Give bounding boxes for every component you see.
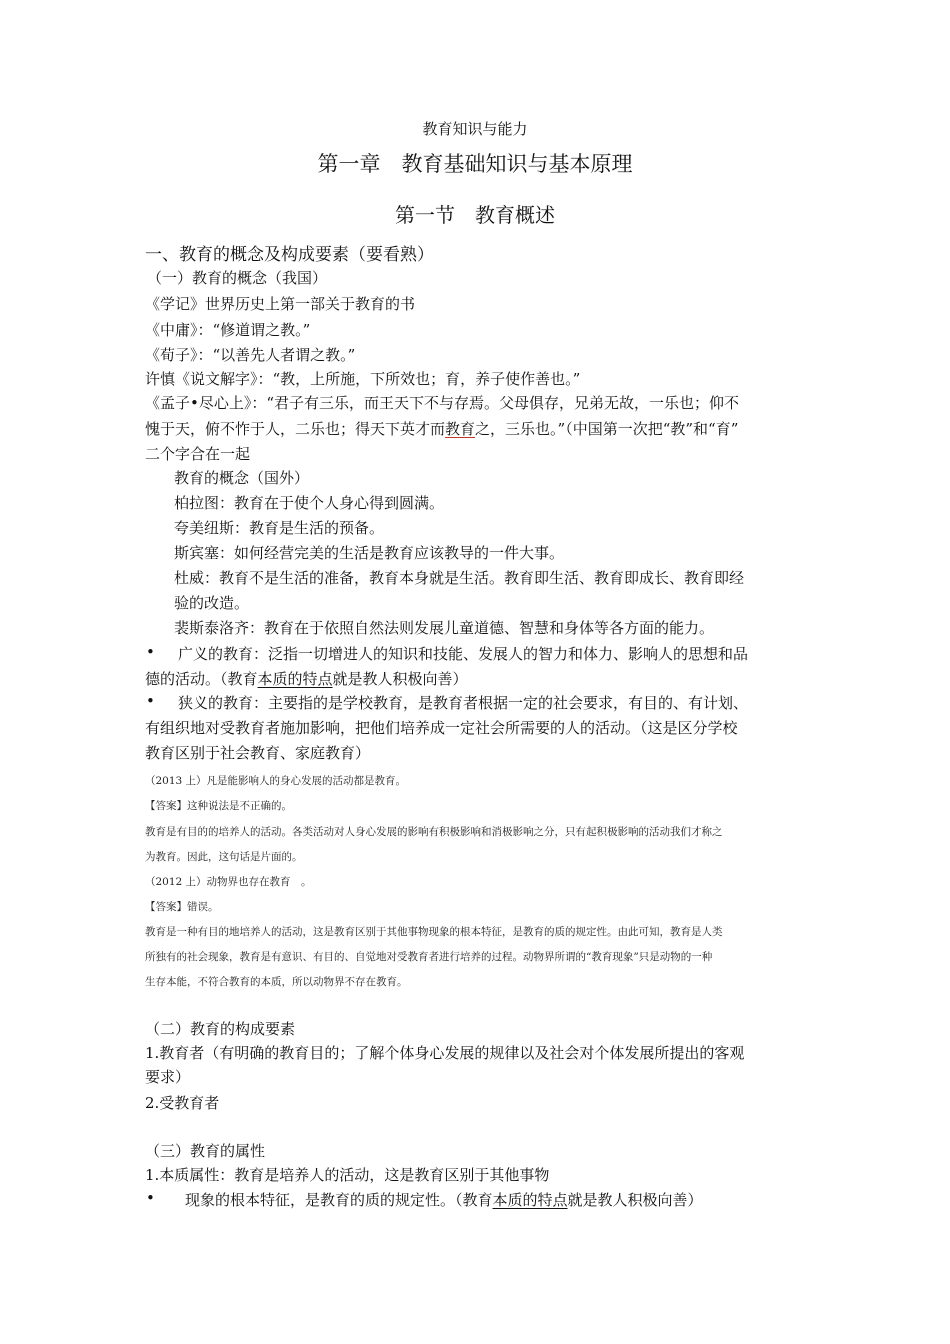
explanation-text: 教育是一种有目的地培养人的活动，这是教育区别于其他事物现象的根本特征，是教育的质的规定性。由此可知，教育是人类: [145, 926, 723, 938]
text-line: 广义的教育：泛指一切增进人的知识和技能、发展人的智力和体力、影响人的思想和品: [178, 645, 749, 663]
text-line: 斯宾塞：如何经营完美的生活是教育应该教导的一件大事。: [174, 544, 565, 562]
text-line: 要求）: [145, 1068, 191, 1086]
underlined-phrase: 本质的特点: [257, 670, 333, 688]
explanation-text: 教育是有目的的培养人的活动。各类活动对人身心发展的影响有积极影响和消极影响之分，只有起积极影响的活动我们才称之: [145, 826, 723, 838]
explanation-text: 为教育。因此，这句话是片面的。: [145, 851, 303, 863]
text-line: 裴斯泰洛齐：教育在于依照自然法则发展儿童道德、智慧和身体等各方面的能力。: [174, 619, 715, 637]
bullet: •: [146, 692, 155, 710]
underlined-word: 教育: [445, 420, 476, 438]
text-line: [145, 418, 738, 439]
subheading-attributes: （三）教育的属性: [145, 1142, 266, 1160]
text-span: 之，三乐也。”（中国第一次把“教”和“育”: [475, 420, 739, 438]
question-text: （2012 上）动物界也存在教育 。: [145, 876, 312, 888]
explanation-text: 所独有的社会现象，教育是有意识、有目的、自觉地对受教育者进行培养的过程。动物界所谓的“教育现象”只是动物的一种: [145, 951, 713, 963]
question-text: （2013 上）凡是能影响人的身心发展的活动都是教育。: [145, 775, 407, 787]
text-line: 1.教育者（有明确的教育目的；了解个体身心发展的规律以及社会对个体发展所提出的客观: [145, 1044, 745, 1062]
document-header: 教育知识与能力: [422, 120, 528, 138]
text-line: 验的改造。: [174, 594, 250, 612]
text-line: 《中庸》：“修道谓之教。”: [145, 321, 311, 339]
section-title: 第一节 教育概述: [395, 203, 555, 227]
text-line: [185, 1189, 703, 1210]
text-line: 二个字合在一起: [145, 445, 251, 463]
text-span: 就是教人积极向善）: [332, 670, 468, 688]
subheading-concept-foreign: 教育的概念（国外）: [174, 469, 310, 487]
text-span: 愧于天，俯不怍于人，二乐也；得天下英才而: [145, 420, 446, 438]
text-line: 狭义的教育：主要指的是学校教育，是教育者根据一定的社会要求，有目的、有计划、: [178, 694, 749, 712]
text-line: 2.受教育者: [145, 1094, 220, 1112]
subheading-elements: （二）教育的构成要素: [145, 1020, 296, 1038]
explanation-text: 生存本能，不符合教育的本质，所以动物界不存在教育。: [145, 976, 408, 988]
underlined-phrase: 本质的特点: [492, 1191, 568, 1209]
subheading-concept-china: （一）教育的概念（我国）: [147, 269, 328, 287]
text-span: 就是教人积极向善）: [567, 1191, 703, 1209]
heading-concept: 一、教育的概念及构成要素（要看熟）: [145, 245, 434, 265]
chapter-title: 第一章 教育基础知识与基本原理: [317, 152, 633, 176]
text-line: 1.本质属性：教育是培养人的活动，这是教育区别于其他事物: [145, 1166, 550, 1184]
bullet: •: [146, 643, 155, 661]
text-span: 现象的根本特征，是教育的质的规定性。（教育: [185, 1191, 493, 1209]
text-line: 夸美纽斯：教育是生活的预备。: [174, 519, 385, 537]
text-span: 德的活动。（教育: [145, 670, 258, 688]
text-line: 杜威：教育不是生活的准备，教育本身就是生活。教育即生活、教育即成长、教育即经: [174, 569, 745, 587]
text-line: 教育区别于社会教育、家庭教育）: [145, 744, 371, 762]
text-line: 有组织地对受教育者施加影响，把他们培养成一定社会所需要的人的活动。（这是区分学校: [145, 719, 738, 737]
answer-text: 【答案】这种说法是不正确的。: [145, 800, 292, 812]
text-line: 《学记》世界历史上第一部关于教育的书: [145, 295, 416, 313]
bullet: •: [146, 1189, 155, 1207]
answer-text: 【答案】错误。: [145, 901, 219, 913]
text-line: 《孟子•尽心上》：“君子有三乐，而王天下不与存焉。父母俱存，兄弟无故，一乐也；仰不: [145, 394, 740, 412]
text-line: 许慎《说文解字》：“教，上所施，下所效也；育，养子使作善也。”: [145, 370, 581, 388]
text-line: [145, 668, 468, 689]
text-line: 《荀子》：“以善先人者谓之教。”: [145, 346, 356, 364]
text-line: 柏拉图：教育在于使个人身心得到圆满。: [174, 494, 445, 512]
